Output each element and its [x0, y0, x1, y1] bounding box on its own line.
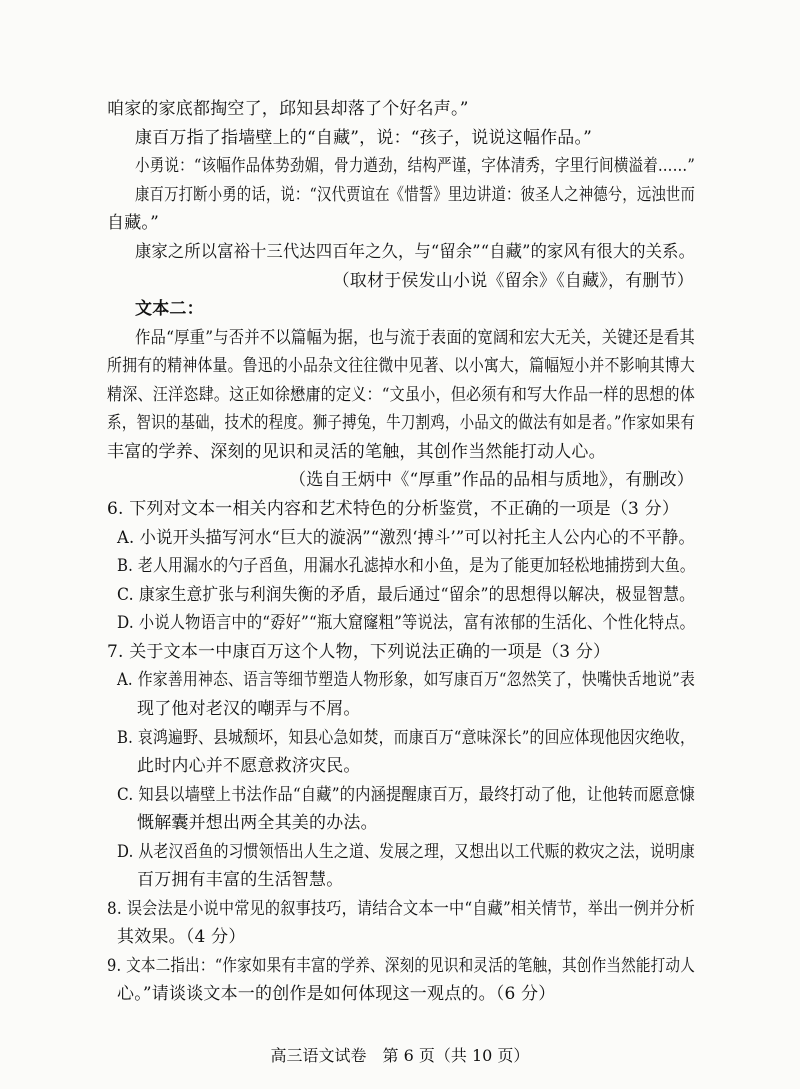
question-6-option-c: C. 康家生意扩张与利润失衡的矛盾，最后通过“留余”的思想得以解决，极显智慧。 [117, 585, 695, 605]
question-7-option-c-cont: 慨解囊并想出两全其美的办法。 [137, 813, 378, 833]
question-8-stem: 8. 误会法是小说中常见的叙事技巧，请结合文本一中“自藏”相关情节，举出一例并分析 [107, 899, 696, 919]
question-7-option-a-cont: 现了他对老汉的嘲弄与不屑。 [137, 699, 361, 719]
text-one-line: 康百万指了指墙壁上的“自藏”，说：“孩子，说说这幅作品。” [135, 128, 593, 148]
question-6-stem: 6. 下列对文本一相关内容和艺术特色的分析鉴赏，不正确的一项是（3 分） [107, 499, 680, 519]
text-two-line: 精深、汪洋恣肆。这正如徐懋庸的定义：“文虽小，但必须有和写大作品一样的思想的体 [107, 385, 695, 405]
question-6-option-b: B. 老人用漏水的勺子舀鱼，用漏水孔滤掉水和小鱼，是为了能更加轻松地捕捞到大鱼。 [117, 556, 695, 576]
question-7-stem: 7. 关于文本一中康百万这个人物，下列说法正确的一项是（3 分） [107, 642, 611, 662]
question-6-option-a: A. 小说开头描写河水“巨大的漩涡”“激烈‘搏斗’”可以衬托主人公内心的不平静。 [117, 528, 696, 548]
question-7-option-a: A. 作家善用神态、语言等细节塑造人物形象，如写康百万“忽然笑了，快嘴快舌地说”表 [117, 670, 696, 690]
question-9-stem: 9. 文本二指出：“作家如果有丰富的学养、深刻的见识和灵活的笔触，其创作当然能打动人 [107, 956, 695, 976]
text-two-source: （选自王炳中《“厚重”作品的品相与质地》，有删改） [289, 470, 694, 490]
text-one-line: 咱家的家底都掏空了，邱知县却落了个好名声。” [107, 99, 469, 119]
text-two-line: 所拥有的精神体量。鲁迅的小品杂文往往微中见著、以小寓大，篇幅短小并不影响其博大 [107, 356, 695, 376]
question-7-option-b: B. 哀鸿遍野、县城颓坏，知县心急如焚，而康百万“意味深长”的回应体现他因灾绝收， [117, 728, 696, 748]
text-one-line: 自藏。” [107, 213, 159, 233]
question-8-stem-cont: 其效果。（4 分） [117, 927, 246, 947]
question-7-option-d: D. 从老汉舀鱼的习惯领悟出人生之道、发展之理，又想出以工代赈的救灾之法，说明康 [117, 842, 695, 862]
page-footer: 高三语文试卷 第 6 页（共 10 页） [270, 1046, 530, 1065]
text-one-line: 康家之所以富裕十三代达四百年之久，与“留余”“自藏”的家风有很大的关系。 [135, 242, 696, 262]
text-one-source: （取材于侯发山小说《留余》《自藏》，有删节） [332, 271, 694, 291]
question-6-option-d: D. 小说人物语言中的“孬好”“瓶大窟窿粗”等说法，富有浓郁的生活化、个性化特点。 [117, 613, 695, 633]
text-two-line: 作品“厚重”与否并不以篇幅为据，也与流于表面的宽阔和宏大无关，关键还是看其 [135, 328, 695, 348]
question-7-option-c: C. 知县以墙壁上书法作品“自藏”的内涵提醒康百万，最终打动了他，让他转而愿意慷 [117, 785, 696, 805]
text-two-heading: 文本二： [135, 299, 204, 319]
question-7-option-d-cont: 百万拥有丰富的生活智慧。 [137, 870, 344, 890]
question-9-stem-cont: 心。”请谈谈文本一的创作是如何体现这一观点的。（6 分） [117, 984, 556, 1004]
text-one-line: 小勇说：“该幅作品体势劲媚，骨力遒劲，结构严谨，字体清秀，字里行间横溢着……” [135, 156, 695, 176]
text-two-line: 系，智识的基础，技术的程度。狮子搏兔，牛刀割鸡，小品文的做法有如是者。”作家如果有 [107, 413, 696, 433]
text-one-line: 康百万打断小勇的话，说：“汉代贾谊在《惜誓》里边讲道：彼圣人之神德兮，远浊世而 [135, 185, 696, 205]
text-two-line: 丰富的学养、深刻的见识和灵活的笔触，其创作当然能打动人心。 [107, 442, 606, 462]
question-7-option-b-cont: 此时内心并不愿意救济灾民。 [137, 756, 361, 776]
